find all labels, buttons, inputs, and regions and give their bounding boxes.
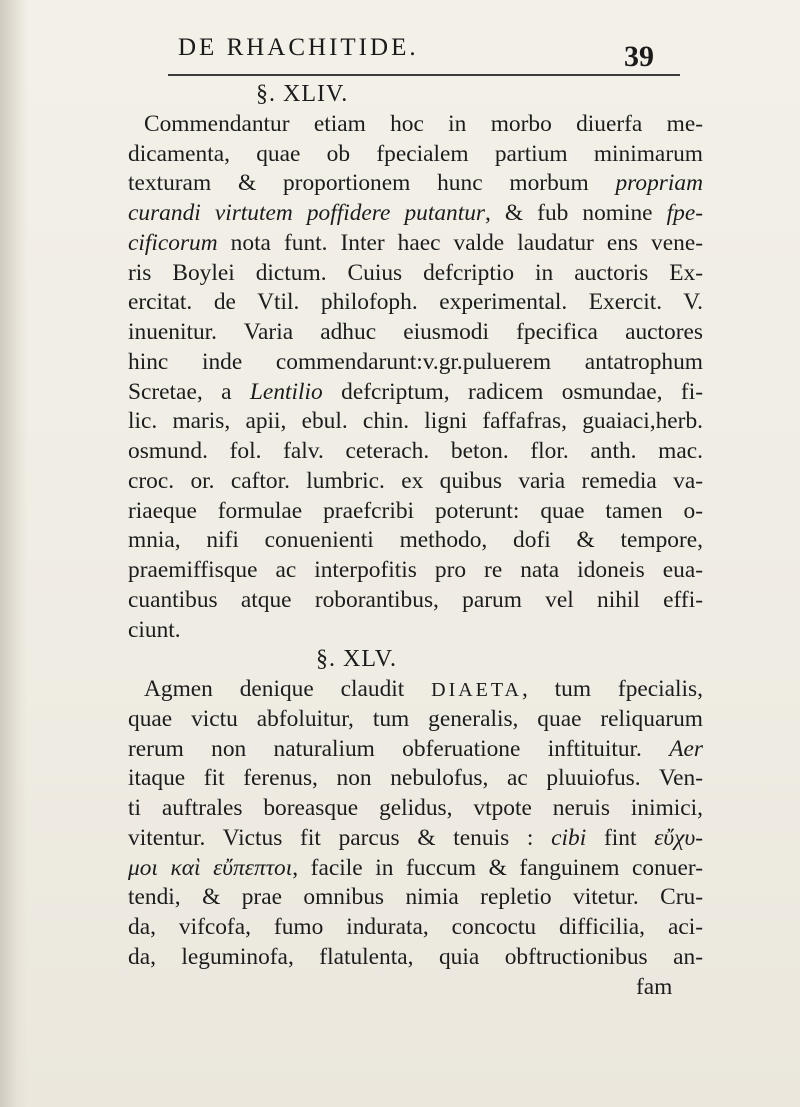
text-line: hinc inde commendarunt:v.gr.puluerem antatrophum — [128, 348, 703, 375]
text-line: ercitat. de Vtil. philofoph. experimental. Exercit. V. — [128, 289, 703, 316]
diaeta-spaced: DIAETA — [431, 679, 522, 701]
text-line: osmund. fol. falv. ceterach. beton. flor. anth. mac. — [128, 438, 703, 464]
text-line: ris Boylei dictum. Cuius defcriptio in auctoris Ex- — [128, 259, 703, 286]
section-heading-xliv: §. XLIV. — [256, 81, 349, 107]
text-line: quae victu abfoluitur, tum generalis, quae reliquarum — [128, 705, 703, 732]
header-rule — [168, 74, 680, 76]
gutter-shadow — [0, 0, 28, 1107]
running-title: DE RHACHITIDE. — [178, 34, 419, 61]
page-number: 39 — [624, 40, 654, 73]
text-line: mnia, nifi conuenienti methodo, dofi & tempore, — [128, 527, 703, 554]
text-line: texturam & proportionem hunc morbum propriam — [128, 170, 703, 197]
text-line: curandi virtutem poffidere putantur, & fub nomine fpe- — [128, 200, 703, 226]
text-line: Scretae, a Lentilio defcriptum, radicem osmundae, fi- — [128, 378, 703, 405]
text-line: riaeque formulae praefcribi poterunt: quae tamen o- — [128, 497, 703, 524]
page-header — [178, 30, 698, 74]
text-line: praemiffisque ac interpofitis pro re nata idoneis eua- — [128, 557, 703, 583]
text-line: itaque fit ferenus, non nebulofus, ac pluuiofus. Ven- — [128, 765, 703, 792]
text-line: Commendantur etiam hoc in morbo diuerfa me- — [144, 110, 703, 137]
text-line: ti auftrales boreasque gelidus, vtpote neruis inimici, — [128, 795, 703, 821]
text-line: inuenitur. Varia adhuc eiusmodi fpecifica auctores — [128, 319, 703, 345]
text-line: vitentur. Victus fit parcus & tenuis : cibi fint εὔχυ- — [128, 824, 703, 851]
text-line: cificorum nota funt. Inter haec valde laudatur ens vene- — [128, 229, 703, 256]
section-heading-xlv: §. XLV. — [316, 646, 398, 673]
body-text — [128, 80, 703, 1002]
text-line: croc. or. caftor. lumbric. ex quibus varia remedia va- — [128, 467, 703, 494]
text-line: lic. maris, apii, ebul. chin. ligni faffafras, guaiaci,herb. — [128, 408, 703, 435]
text-line: tendi, & prae omnibus nimia repletio vitetur. Cru- — [128, 884, 703, 911]
text-line: cuantibus atque roborantibus, parum vel nihil effi- — [128, 586, 703, 613]
catchword: fam — [636, 973, 673, 1000]
text-line: dicamenta, quae ob fpecialem partium minimarum — [128, 140, 703, 167]
text-line: rerum non naturalium obferuatione inftituitur. Aer — [128, 735, 703, 762]
text-line: da, leguminofa, flatulenta, quia obftructionibus an- — [128, 943, 703, 970]
text-line: μοι καὶ εὔπεπτοι, facile in fuccum & fanguinem conuer- — [128, 854, 703, 881]
text-line: Agmen denique claudit DIAETA, tum fpecialis, — [144, 676, 703, 702]
text-line: da, vifcofa, fumo indurata, concoctu difficilia, aci- — [128, 914, 703, 940]
text-line: ciunt. — [128, 616, 181, 643]
